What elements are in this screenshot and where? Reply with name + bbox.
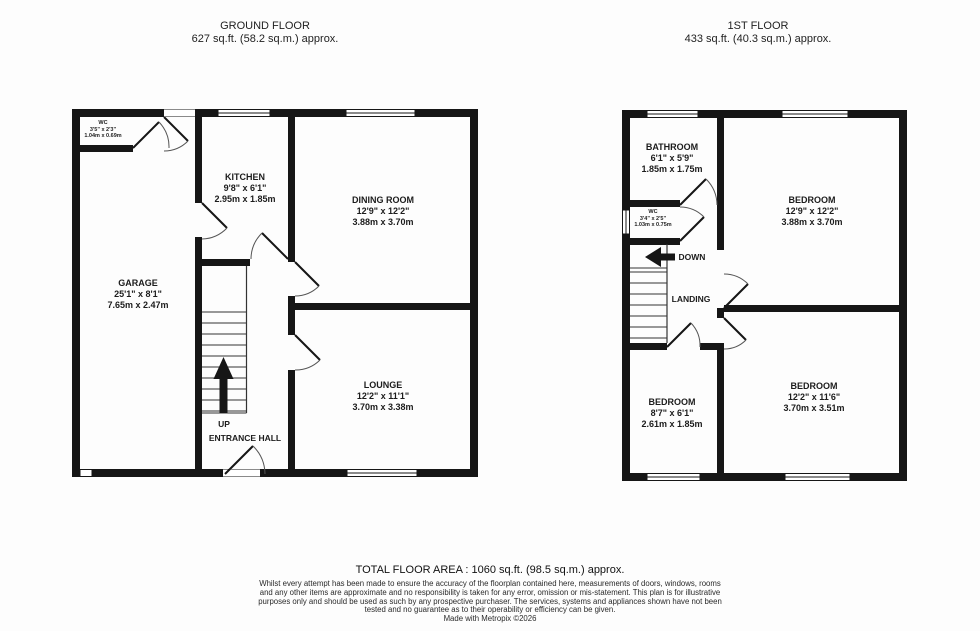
up-label: UP (218, 419, 230, 429)
room-name: BEDROOM (788, 195, 836, 205)
room-dim-imperial: 3'5" x 2'3" (89, 126, 117, 133)
total-floor-area: TOTAL FLOOR AREA : 1060 sq.ft. (98.5 sq.m.) approx. (355, 564, 625, 576)
room-dim-imperial: 12'2" x 11'6" (787, 392, 841, 402)
room-dim-metric: 3.70m x 3.51m (783, 403, 845, 413)
room-name: LOUNGE (363, 380, 403, 390)
ground-floor-header (192, 20, 339, 46)
room-label-dining-room (352, 195, 414, 228)
entrance-hall-label: ENTRANCE HALL (208, 433, 282, 443)
room-dim-metric: 1.85m x 1.75m (641, 164, 703, 174)
room-dim-imperial: 8'7" x 6'1" (650, 408, 694, 418)
room-label-wc-ground (84, 120, 121, 140)
room-label-bedroom-top (781, 195, 842, 228)
room-name: BEDROOM (790, 381, 838, 391)
metropix-credit: Made with Metropix ©2026 (443, 614, 537, 624)
down-arrow-icon (645, 247, 675, 267)
ground-floor-area: 627 sq.ft. (58.2 sq.m.) approx. (191, 33, 339, 45)
room-dim-metric: 3.88m x 3.70m (352, 217, 414, 227)
room-label-wc-first (634, 209, 671, 229)
room-dim-imperial: 9'8" x 6'1" (223, 183, 267, 193)
room-dim-imperial: 12'9" x 12'2" (785, 206, 839, 216)
room-dim-metric: 3.70m x 3.38m (352, 402, 414, 412)
room-name: KITCHEN (224, 172, 265, 182)
up-arrow-icon (214, 357, 234, 413)
room-dim-metric: 2.95m x 1.85m (214, 194, 276, 204)
first-floor-area: 433 sq.ft. (40.3 sq.m.) approx. (684, 33, 832, 45)
room-name: WC (98, 120, 108, 126)
room-dim-metric: 3.88m x 3.70m (781, 217, 843, 227)
room-dim-metric: 1.04m x 0.69m (84, 133, 122, 139)
room-dim-imperial: 12'2" x 11'1" (356, 391, 410, 401)
room-label-bedroom-bottom-right (783, 381, 844, 414)
room-name: DINING ROOM (352, 195, 414, 205)
room-name: BATHROOM (645, 142, 699, 152)
room-name: GARAGE (118, 278, 158, 288)
first-floor-header (685, 20, 832, 46)
room-dim-metric: 7.65m x 2.47m (107, 300, 169, 310)
room-dim-imperial: 6'1" x 5'9" (650, 153, 694, 163)
room-label-bedroom-bottom-left (641, 397, 702, 430)
landing-label: LANDING (671, 294, 711, 304)
disclaimer-text: Whilst every attempt has been made to ensure the accuracy of the floorplan contained here, measurements of doors, windows, rooms and any other items are approximate and no responsibility is taken for any error, omission or mis-statement. This plan is for illustrative purposes only and should be used as such by any prospective purchaser. The services, systems and appliances shown have not been tested and no guarantee as to their operability or efficiency can be given. (258, 579, 722, 615)
room-dim-imperial: 25'1" x 8'1" (114, 289, 162, 299)
room-name: BEDROOM (648, 397, 696, 407)
room-dim-metric: 2.61m x 1.85m (641, 419, 703, 429)
room-label-lounge (352, 380, 413, 413)
room-label-garage (107, 278, 168, 311)
down-label: DOWN (678, 252, 706, 262)
ground-floor-title: GROUND FLOOR (220, 20, 310, 32)
room-dim-metric: 1.03m x 0.75m (634, 222, 672, 228)
room-label-bathroom (641, 142, 702, 175)
room-dim-imperial: 3'4" x 2'5" (639, 215, 667, 222)
room-dim-imperial: 12'9" x 12'2" (356, 206, 410, 216)
first-floor-title: 1ST FLOOR (727, 20, 789, 32)
footer (230, 563, 750, 624)
room-name: WC (648, 209, 658, 215)
room-label-kitchen (214, 172, 275, 205)
